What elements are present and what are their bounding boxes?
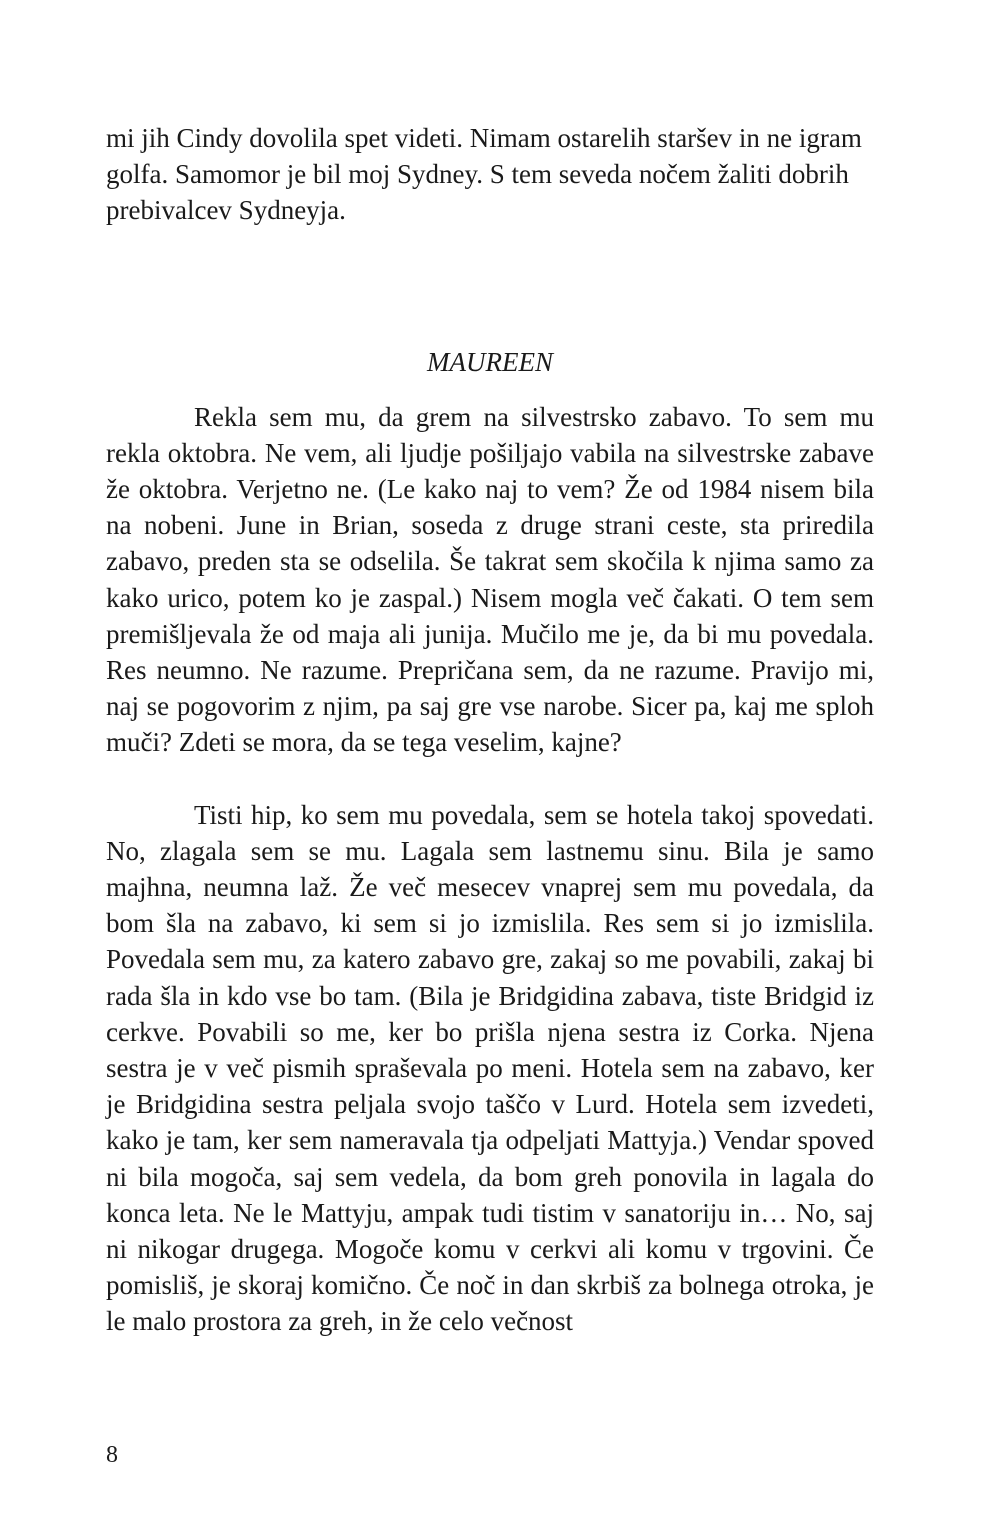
paragraph-2: Tisti hip, ko sem mu povedala, sem se hotela takoj spovedati. No, zlagala sem se mu. Lagala sem lastnemu sinu. Bila je samo majhna, neumna laž. Že več mesecev vnaprej sem mu povedala, da bom šla na zabavo, ki sem si jo izmislila. Res sem si jo izmislila. Povedala sem mu, za katero zabavo gre, zakaj so me povabili, zakaj bi rada šla in kdo vse bo tam. (Bila je Bridgidina zabava, tiste Bridgid iz cerkve. Povabili so me, ker bo prišla njena sestra iz Corka. Njena sestra je v več pismih spraševala po meni. Hotela sem na zabavo, ker je Bridgidina sestra peljala svojo taščo v Lurd. Hotela sem izvedeti, kako je tam, ker sem nameravala tja odpeljati Mattyja.) Vendar spoved ni bila mogoča, saj sem vedela, da bom greh ponovila in lagala do konca leta. Ne le Mattyju, ampak tudi tistim v sanatoriju in… No, saj ni nikogar drugega. Mogoče komu v cerkvi ali komu v trgovini. Če pomisliš, je skoraj komično. Če noč in dan skrbiš za bolnega otroka, je le malo prostora za greh, in že celo večnost [106,799,874,1337]
section-heading: MAUREEN [427,346,553,377]
page-number: 8 [106,1442,118,1468]
paragraph-1: Rekla sem mu, da grem na silvestrsko zabavo. To sem mu rekla oktobra. Ne vem, ali ljudje pošiljajo vabila na silvestrske zabave že oktobra. Verjetno ne. (Le kako naj to vem? Že od 1984 nisem bila na nobeni. June in Brian, soseda z druge strani ceste, sta priredila zabavo, preden sta se odselila. Še takrat sem skočila k njima samo za kako urico, potem ko je zaspal.) Nisem mogla več čakati. O tem sem premišljevala že od maja ali junija. Mučilo me je, da bi mu povedala. Res neumno. Ne razume. Prepričana sem, da ne razume. Pravijo mi, naj se pogovorim z njim, pa saj gre vse narobe. Sicer pa, kaj me sploh muči? Zdeti se mora, da se tega veselim, kajne? [106,401,874,758]
intro-paragraph: mi jih Cindy dovolila spet videti. Nimam ostarelih staršev in ne igram golfa. Samomor je bil moj Sydney. S tem seveda nočem žaliti dobrih prebivalcev Sydneyja. [106,123,862,226]
book-page [106,120,874,1340]
